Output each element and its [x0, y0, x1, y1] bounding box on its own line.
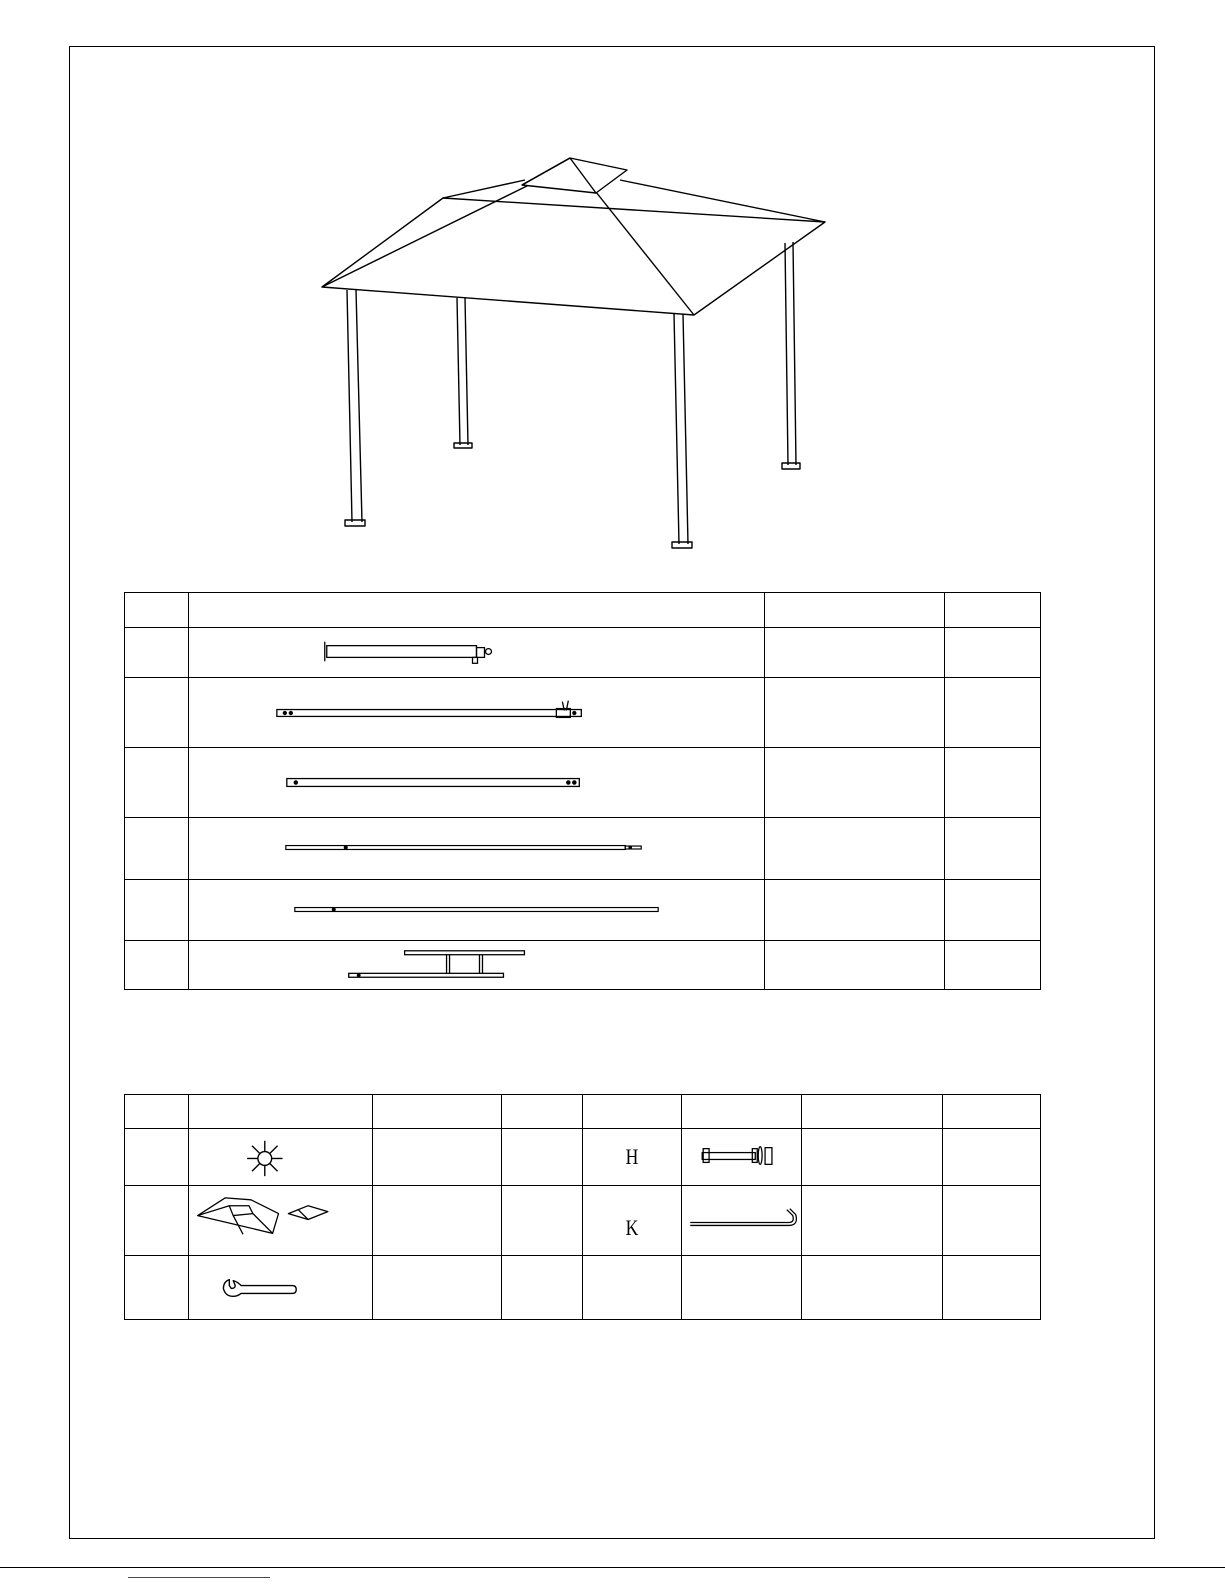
ground-stake-icon: [682, 1186, 801, 1255]
header-cell-spec: [765, 593, 945, 628]
footer-link-underline: [128, 1577, 270, 1578]
header-cell-part: [189, 593, 765, 628]
bottom-rule: [0, 1567, 1225, 1568]
hardware-letter-h: H: [625, 1144, 639, 1169]
parts-row-1: [125, 628, 1041, 678]
hardware-letter-k: K: [625, 1214, 639, 1240]
leg-post-icon: [189, 628, 764, 677]
hardware-table: [124, 1094, 1041, 1320]
parts-row-3: [125, 748, 1041, 818]
parts-table: [124, 592, 1041, 990]
star-connector-icon: [189, 1129, 372, 1185]
parts-row-6: [125, 941, 1041, 990]
header-cell-qty: [945, 593, 1041, 628]
hardware-header-row: [125, 1095, 1041, 1129]
crossbar-icon: [189, 748, 764, 817]
hardware-row-1: [125, 1129, 1041, 1186]
longest-rod-icon: [189, 880, 764, 940]
long-rod-icon: [189, 818, 764, 879]
bolt-nut-icon: [682, 1129, 801, 1185]
bracket-assembly-icon: [189, 941, 764, 989]
canopy-top-icon: [189, 1186, 372, 1255]
gazebo-icon: [300, 150, 840, 560]
hardware-row-2: [125, 1186, 1041, 1256]
wrench-icon: [189, 1256, 372, 1319]
header-cell-no: [125, 593, 189, 628]
parts-row-4: [125, 818, 1041, 880]
hardware-row-3: [125, 1256, 1041, 1320]
parts-row-2: [125, 678, 1041, 748]
parts-row-5: [125, 880, 1041, 941]
side-beam-icon: [189, 678, 764, 747]
parts-header-row: [125, 593, 1041, 628]
